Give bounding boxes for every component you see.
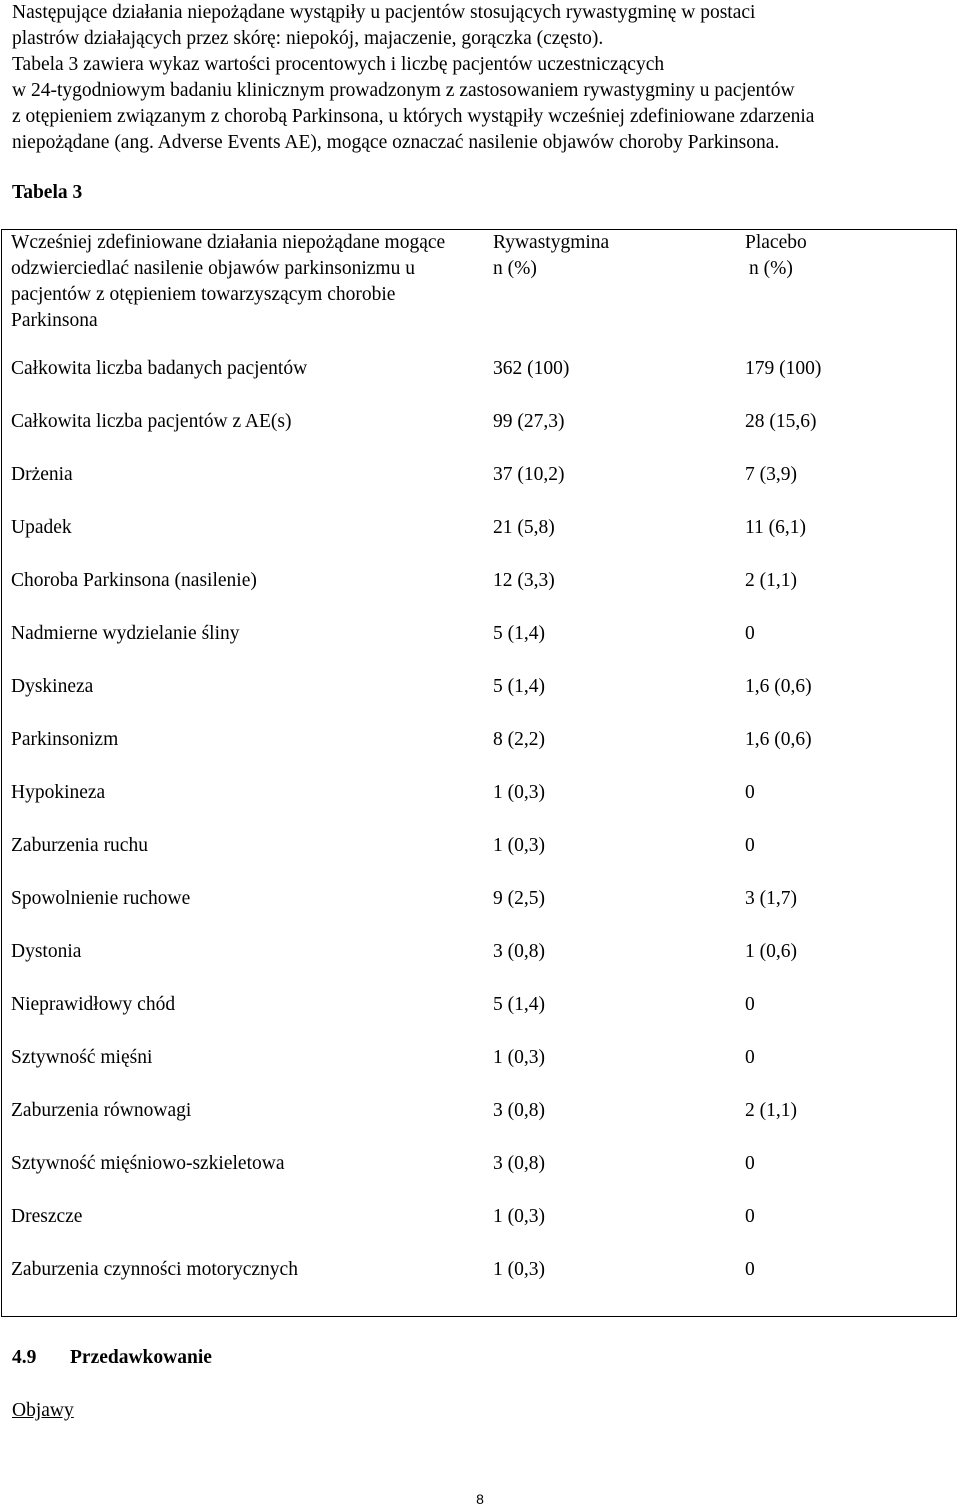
placebo-cell: 179 (100)	[745, 358, 822, 379]
table-title: Tabela 3	[12, 182, 83, 203]
placebo-cell: 0	[745, 994, 755, 1015]
placebo-cell: 0	[745, 782, 755, 803]
section-number: 4.9	[12, 1347, 37, 1368]
placebo-cell: 1 (0,6)	[745, 941, 797, 962]
event-cell: Sztywność mięśni	[11, 1047, 153, 1068]
header-rivastigmine-unit: n (%)	[493, 258, 537, 279]
table-row	[1, 462, 956, 515]
placebo-cell: 3 (1,7)	[745, 888, 797, 909]
event-cell: Parkinsonizm	[11, 729, 119, 750]
rivastigmine-cell: 1 (0,3)	[493, 835, 545, 856]
event-cell: Hypokineza	[11, 782, 106, 803]
rivastigmine-cell: 1 (0,3)	[493, 1047, 545, 1068]
table-row	[1, 992, 956, 1045]
placebo-cell: 0	[745, 1047, 755, 1068]
section-title: Przedawkowanie	[70, 1347, 212, 1368]
table-row	[1, 1151, 956, 1204]
placebo-cell: 0	[745, 835, 755, 856]
placebo-cell: 0	[745, 623, 755, 644]
placebo-cell: 28 (15,6)	[745, 411, 817, 432]
table-row	[1, 356, 956, 409]
rivastigmine-cell: 3 (0,8)	[493, 1153, 545, 1174]
intro-line: niepożądane (ang. Adverse Events AE), mogące oznaczać nasilenie objawów choroby Parkinsona.	[12, 132, 780, 153]
rivastigmine-cell: 5 (1,4)	[493, 676, 545, 697]
table-row	[1, 568, 956, 621]
table-row	[1, 674, 956, 727]
rivastigmine-cell: 8 (2,2)	[493, 729, 545, 750]
table-row	[1, 833, 956, 886]
table-row	[1, 1045, 956, 1098]
header-placebo-column	[729, 230, 956, 357]
rivastigmine-cell: 12 (3,3)	[493, 570, 555, 591]
header-placebo-name: Placebo	[745, 232, 807, 253]
event-cell: Dreszcze	[11, 1206, 83, 1227]
intro-line: Następujące działania niepożądane wystąpiły u pacjentów stosujących rywastygminę w postaci	[12, 2, 756, 23]
event-cell: Zaburzenia równowagi	[11, 1100, 192, 1121]
table-row	[1, 886, 956, 939]
header-rivastigmine-name: Rywastygmina	[493, 232, 610, 253]
intro-line: w 24-tygodniowym badaniu klinicznym prowadzonym z zastosowaniem rywastygminy u pacjentów	[12, 80, 795, 101]
placebo-cell: 1,6 (0,6)	[745, 676, 812, 697]
table-row	[1, 1204, 956, 1257]
table-row	[1, 409, 956, 462]
header-rivastigmine-column	[481, 230, 729, 357]
event-cell: Dyskineza	[11, 676, 94, 697]
intro-line: plastrów działających przez skórę: niepokój, majaczenie, gorączka (często).	[12, 28, 604, 49]
table-row	[1, 1098, 956, 1151]
rivastigmine-cell: 362 (100)	[493, 358, 570, 379]
page-number: 8	[476, 1491, 484, 1507]
adverse-events-table	[1, 229, 956, 1310]
table-row	[1, 515, 956, 568]
placebo-cell: 2 (1,1)	[745, 570, 797, 591]
section-heading	[12, 1345, 212, 1371]
table-body	[1, 356, 956, 1310]
rivastigmine-cell: 1 (0,3)	[493, 1259, 545, 1280]
rivastigmine-cell: 1 (0,3)	[493, 782, 545, 803]
header-event-column: Wcześniej zdefiniowane działania niepożądane mogące odzwierciedlać nasilenie objawów parkinsonizmu u pacjentów z otępieniem towarzyszącym chorobie Parkinsona	[1, 230, 481, 357]
event-cell: Całkowita liczba badanych pacjentów	[11, 358, 308, 379]
table-row	[1, 621, 956, 674]
rivastigmine-cell: 99 (27,3)	[493, 411, 565, 432]
placebo-cell: 0	[745, 1153, 755, 1174]
placebo-cell: 0	[745, 1259, 755, 1280]
placebo-cell: 0	[745, 1206, 755, 1227]
rivastigmine-cell: 21 (5,8)	[493, 517, 555, 538]
intro-line: Tabela 3 zawiera wykaz wartości procentowych i liczbę pacjentów uczestniczących	[12, 54, 665, 75]
placebo-cell: 11 (6,1)	[745, 517, 807, 538]
event-cell: Nadmierne wydzielanie śliny	[11, 623, 240, 644]
rivastigmine-cell: 9 (2,5)	[493, 888, 545, 909]
placebo-cell: 7 (3,9)	[745, 464, 797, 485]
table-row	[1, 939, 956, 992]
table-header-row	[1, 230, 956, 357]
rivastigmine-cell: 3 (0,8)	[493, 1100, 545, 1121]
event-cell: Zaburzenia czynności motorycznych	[11, 1259, 298, 1280]
rivastigmine-cell: 37 (10,2)	[493, 464, 565, 485]
table-row	[1, 727, 956, 780]
event-cell: Drżenia	[11, 464, 73, 485]
event-cell: Upadek	[11, 517, 72, 538]
event-cell: Zaburzenia ruchu	[11, 835, 148, 856]
table-row	[1, 1257, 956, 1310]
event-cell: Całkowita liczba pacjentów z AE(s)	[11, 411, 292, 432]
subheading: Objawy	[12, 1400, 74, 1421]
header-placebo-unit: n (%)	[749, 258, 793, 279]
event-cell: Choroba Parkinsona (nasilenie)	[11, 570, 257, 591]
placebo-cell: 2 (1,1)	[745, 1100, 797, 1121]
intro-line: z otępieniem związanym z chorobą Parkinsona, u których wystąpiły wcześniej zdefiniowane zdarzenia	[12, 106, 815, 127]
rivastigmine-cell: 3 (0,8)	[493, 941, 545, 962]
event-cell: Spowolnienie ruchowe	[11, 888, 191, 909]
event-cell: Sztywność mięśniowo-szkieletowa	[11, 1153, 285, 1174]
intro-text	[12, 0, 952, 156]
table-row	[1, 780, 956, 833]
rivastigmine-cell: 5 (1,4)	[493, 623, 545, 644]
event-cell: Dystonia	[11, 941, 82, 962]
rivastigmine-cell: 1 (0,3)	[493, 1206, 545, 1227]
event-cell: Nieprawidłowy chód	[11, 994, 176, 1015]
placebo-cell: 1,6 (0,6)	[745, 729, 812, 750]
rivastigmine-cell: 5 (1,4)	[493, 994, 545, 1015]
